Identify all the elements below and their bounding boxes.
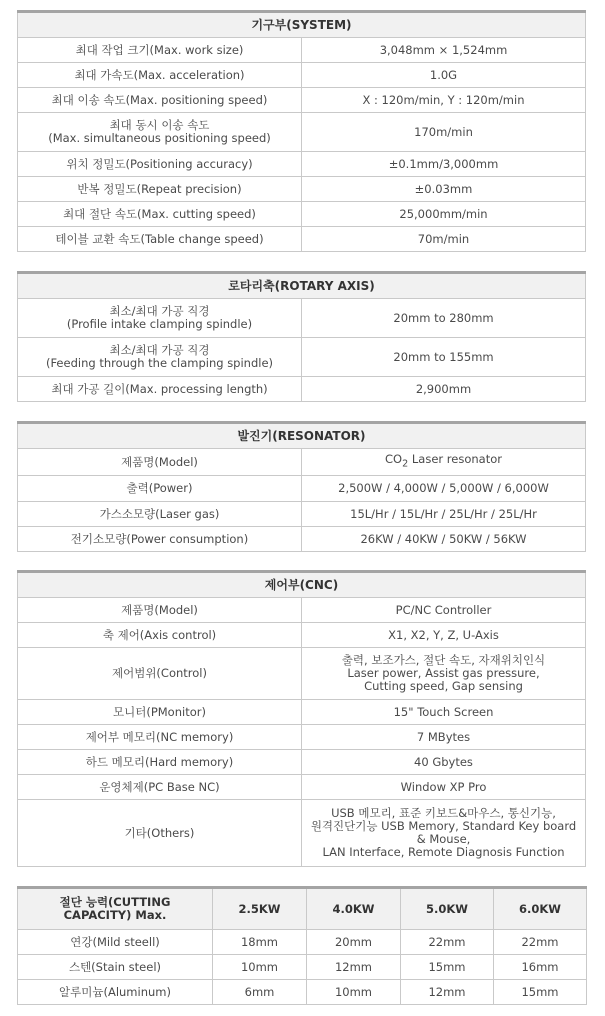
spec-value: ±0.1mm/3,000mm <box>302 152 586 177</box>
spec-value-line: & Mouse, <box>416 832 471 846</box>
table-row <box>18 449 586 476</box>
column-header: 4.0KW <box>307 888 401 930</box>
system-title: 기구부(SYSTEM) <box>18 12 586 38</box>
column-header: 5.0KW <box>401 888 494 930</box>
table-row <box>18 88 586 113</box>
spec-label: 하드 메모리(Hard memory) <box>18 750 302 775</box>
table-row <box>18 598 586 623</box>
spec-label: 제어부 메모리(NC memory) <box>18 725 302 750</box>
co2-prefix: CO <box>385 452 403 467</box>
spec-value: PC/NC Controller <box>302 598 586 623</box>
spec-label-line: (Max. simultaneous positioning speed) <box>48 131 271 145</box>
rotary-title: 로타리축(ROTARY AXIS) <box>18 273 586 299</box>
spec-value: 20mm to 280mm <box>302 299 586 338</box>
spec-label: 가스소모량(Laser gas) <box>18 502 302 527</box>
system-spec-table <box>17 10 586 252</box>
spec-value: ±0.03mm <box>302 177 586 202</box>
spec-value: 2,900mm <box>302 377 586 402</box>
cutting-header-line: CAPACITY) Max. <box>63 908 167 922</box>
table-row <box>18 377 586 402</box>
spec-label <box>18 338 302 377</box>
thickness-cell: 16mm <box>494 955 587 980</box>
spec-label: 위치 정밀도(Positioning accuracy) <box>18 152 302 177</box>
spec-value-line: LAN Interface, Remote Diagnosis Function <box>322 845 565 859</box>
table-row <box>18 113 586 152</box>
table-row <box>18 700 586 725</box>
spec-label: 제품명(Model) <box>18 598 302 623</box>
table-row <box>18 800 586 867</box>
thickness-cell: 12mm <box>307 955 401 980</box>
spec-value: X1, X2, Y, Z, U-Axis <box>302 623 586 648</box>
table-row <box>18 623 586 648</box>
table-row <box>18 775 586 800</box>
cnc-title: 제어부(CNC) <box>18 572 586 598</box>
thickness-cell: 15mm <box>494 980 587 1005</box>
material-label: 알루미늄(Aluminum) <box>18 980 213 1005</box>
spec-value-line: 원격진단기능 USB Memory, Standard Key board <box>310 819 577 833</box>
table-row <box>18 299 586 338</box>
thickness-cell: 6mm <box>213 980 307 1005</box>
spec-label-line: (Feeding through the clamping spindle) <box>45 356 274 370</box>
spec-label: 최대 절단 속도(Max. cutting speed) <box>18 202 302 227</box>
spec-label: 제품명(Model) <box>18 449 302 476</box>
table-row <box>18 527 586 552</box>
table-row <box>18 38 586 63</box>
co2-subscript: 2 <box>402 458 409 470</box>
spec-label-line: 최대 동시 이송 속도 <box>109 118 210 132</box>
table-row <box>18 476 586 502</box>
spec-value: 1.0G <box>302 63 586 88</box>
thickness-cell: 18mm <box>213 930 307 955</box>
column-header: 2.5KW <box>213 888 307 930</box>
thickness-cell: 10mm <box>213 955 307 980</box>
thickness-cell: 22mm <box>401 930 494 955</box>
cutting-capacity-table <box>17 886 587 1005</box>
spec-value-line: Laser power, Assist gas pressure, <box>347 666 540 680</box>
thickness-cell: 20mm <box>307 930 401 955</box>
resonator-title: 발진기(RESONATOR) <box>18 423 586 449</box>
table-row <box>18 725 586 750</box>
spec-label <box>18 113 302 152</box>
thickness-cell: 22mm <box>494 930 587 955</box>
spec-value: 70m/min <box>302 227 586 252</box>
table-header-row <box>18 888 587 930</box>
spec-value <box>302 800 586 867</box>
spec-label-line: (Profile intake clamping spindle) <box>66 317 253 331</box>
spec-value: 15" Touch Screen <box>302 700 586 725</box>
spec-value-line: 출력, 보조가스, 절단 속도, 자재위치인식 <box>341 653 546 667</box>
thickness-cell: 15mm <box>401 955 494 980</box>
spec-label: 출력(Power) <box>18 476 302 502</box>
spec-label-line: 최소/최대 가공 직경 <box>109 343 210 357</box>
spec-label: 테이블 교환 속도(Table change speed) <box>18 227 302 252</box>
table-row <box>18 227 586 252</box>
spec-value-line: Cutting speed, Gap sensing <box>364 679 523 693</box>
spec-label: 최대 가공 길이(Max. processing length) <box>18 377 302 402</box>
table-row <box>18 502 586 527</box>
column-header: 6.0KW <box>494 888 587 930</box>
spec-value: 2,500W / 4,000W / 5,000W / 6,000W <box>302 476 586 502</box>
spec-value-line: USB 메모리, 표준 키보드&마우스, 통신기능, <box>331 806 556 820</box>
spec-value: 3,048mm × 1,524mm <box>302 38 586 63</box>
spec-label: 축 제어(Axis control) <box>18 623 302 648</box>
spec-label: 제어범위(Control) <box>18 648 302 700</box>
spec-value: X : 120m/min, Y : 120m/min <box>302 88 586 113</box>
table-row <box>18 980 587 1005</box>
spec-value: 26KW / 40KW / 50KW / 56KW <box>302 527 586 552</box>
spec-label: 운영체제(PC Base NC) <box>18 775 302 800</box>
spec-label <box>18 299 302 338</box>
table-row <box>18 930 587 955</box>
spec-label: 기타(Others) <box>18 800 302 867</box>
table-row <box>18 177 586 202</box>
thickness-cell: 10mm <box>307 980 401 1005</box>
table-row <box>18 750 586 775</box>
spec-label: 최대 작업 크기(Max. work size) <box>18 38 302 63</box>
cnc-spec-table <box>17 570 586 867</box>
spec-label: 전기소모량(Power consumption) <box>18 527 302 552</box>
spec-label: 모니터(PMonitor) <box>18 700 302 725</box>
thickness-cell: 12mm <box>401 980 494 1005</box>
table-row <box>18 648 586 700</box>
rotary-spec-table <box>17 271 586 402</box>
spec-label: 반복 정밀도(Repeat precision) <box>18 177 302 202</box>
table-row <box>18 63 586 88</box>
spec-value: 40 Gbytes <box>302 750 586 775</box>
spec-value <box>302 648 586 700</box>
cutting-capacity-header <box>18 888 213 930</box>
spec-label: 최대 가속도(Max. acceleration) <box>18 63 302 88</box>
material-label: 스텐(Stain steel) <box>18 955 213 980</box>
resonator-spec-table <box>17 421 586 552</box>
spec-value: 15L/Hr / 15L/Hr / 25L/Hr / 25L/Hr <box>302 502 586 527</box>
spec-label: 최대 이송 속도(Max. positioning speed) <box>18 88 302 113</box>
spec-value: Window XP Pro <box>302 775 586 800</box>
spec-value: 170m/min <box>302 113 586 152</box>
table-row <box>18 202 586 227</box>
spec-value: 25,000mm/min <box>302 202 586 227</box>
co2-suffix: Laser resonator <box>408 452 502 467</box>
spec-value: 20mm to 155mm <box>302 338 586 377</box>
spec-value <box>302 449 586 476</box>
spec-value: 7 MBytes <box>302 725 586 750</box>
table-row <box>18 338 586 377</box>
table-row <box>18 152 586 177</box>
cutting-header-line: 절단 능력(CUTTING <box>59 895 171 909</box>
material-label: 연강(Mild steell) <box>18 930 213 955</box>
spec-label-line: 최소/최대 가공 직경 <box>109 304 210 318</box>
table-row <box>18 955 587 980</box>
